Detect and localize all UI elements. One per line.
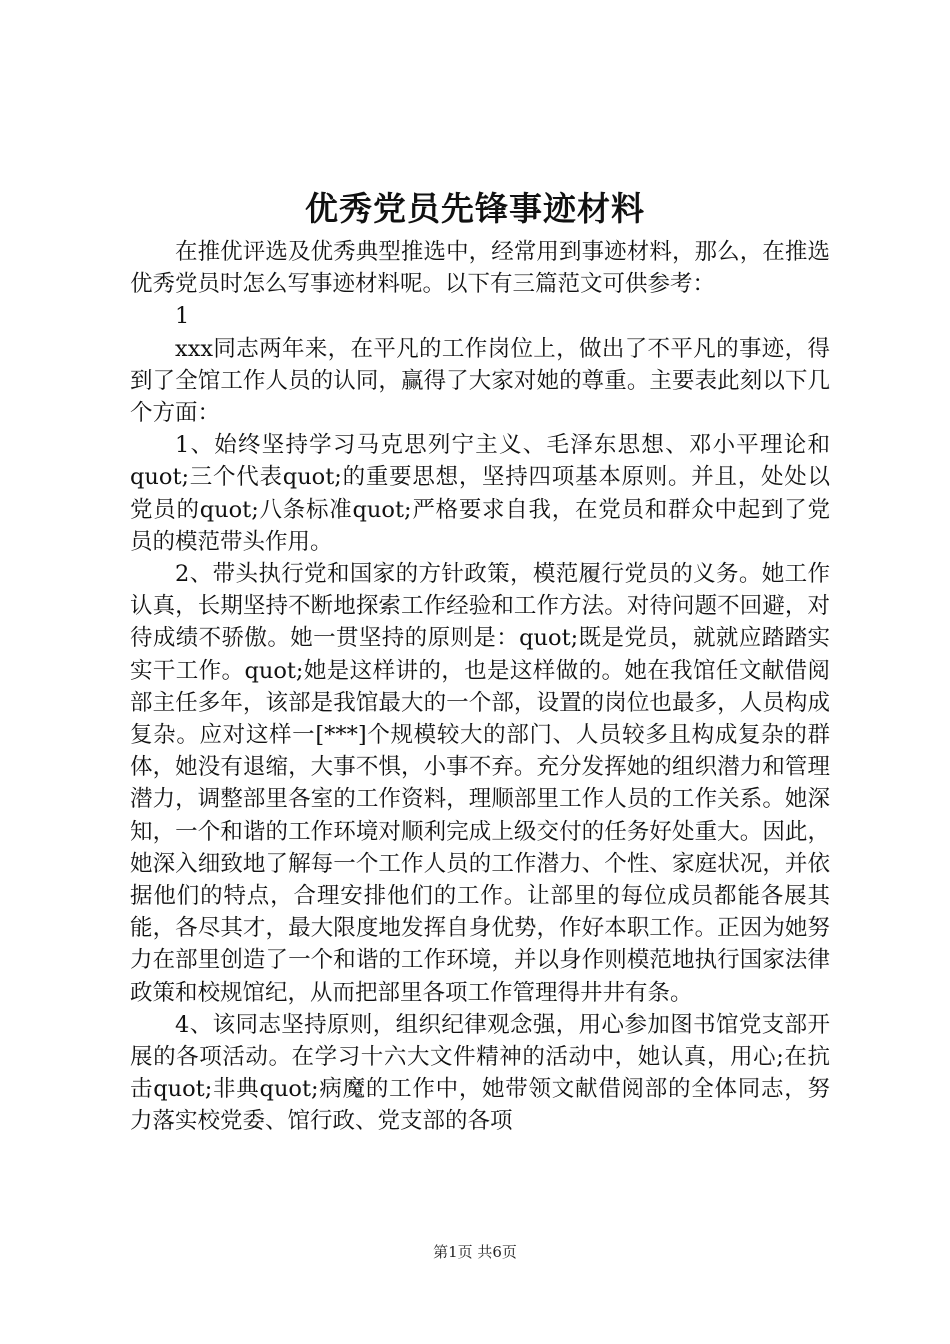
summary-paragraph: xxx同志两年来，在平凡的工作岗位上，做出了不平凡的事迹，得到了全馆工作人员的认同，赢得了大家对她的尊重。主要表此刻以下几个方面： bbox=[130, 335, 830, 427]
point-4-paragraph: 4、该同志坚持原则，组织纪律观念强，用心参加图书馆党支部开展的各项活动。在学习十六大文件精神的活动中，她认真，用心;在抗击quot;非典quot;病魔的工作中，她带领文献借阅部的全体同志，努力落实校党委、馆行政、党支部的各项 bbox=[130, 1011, 830, 1135]
page-footer: 第1页 共6页 bbox=[433, 1243, 517, 1261]
intro-paragraph: 在推优评选及优秀典型推选中，经常用到事迹材料，那么，在推选优秀党员时怎么写事迹材料呢。以下有三篇范文可供参考： bbox=[130, 239, 830, 298]
point-2-paragraph: 2、带头执行党和国家的方针政策，模范履行党员的义务。她工作认真，长期坚持不断地探索工作经验和工作方法。对待问题不回避，对待成绩不骄傲。她一贯坚持的原则是：quot;既是党员，就就应踏踏实实干工作。quot;她是这样讲的，也是这样做的。她在我馆任文献借阅部主任多年，该部是我馆最大的一个部，设置的岗位也最多，人员构成复杂。应对这样一[***]个规模较大的部门、人员较多且构成复杂的群体，她没有退缩，大事不惧，小事不弃。充分发挥她的组织潜力和管理潜力，调整部里各室的工作资料，理顺部里工作人员的工作关系。她深知，一个和谐的工作环境对顺利完成上级交付的任务好处重大。因此，她深入细致地了解每一个工作人员的工作潜力、个性、家庭状况，并依据他们的特点，合理安排他们的工作。让部里的每位成员都能各展其能，各尽其才，最大限度地发挥自身优势，作好本职工作。正因为她努力在部里创造了一个和谐的工作环境，并以身作则模范地执行国家法律政策和校规馆纪，从而把部里各项工作管理得井井有条。 bbox=[130, 561, 830, 1006]
section-number: 1 bbox=[175, 303, 190, 330]
document-body bbox=[130, 236, 830, 1138]
point-1-paragraph: 1、始终坚持学习马克思列宁主义、毛泽东思想、邓小平理论和quot;三个代表quot;的重要思想，坚持四项基本原则。并且，处处以党员的quot;八条标准quot;严格要求自我，在党员和群众中起到了党员的模范带头作用。 bbox=[130, 432, 830, 555]
document-title: 优秀党员先锋事迹材料 bbox=[305, 189, 645, 228]
